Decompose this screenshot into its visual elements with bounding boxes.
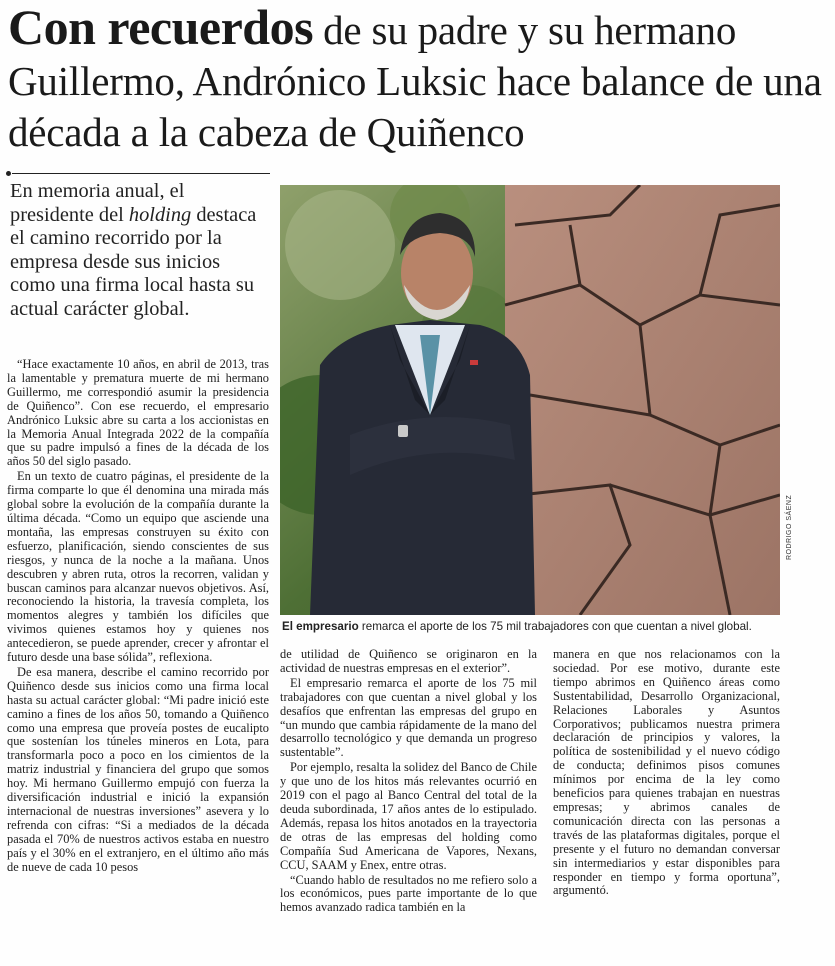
article-column-1: [7, 358, 269, 875]
paragraph: de utilidad de Quiñenco se originaron en la actividad de nuestras empresas en el exterior”.: [280, 647, 537, 675]
headline: [8, 2, 830, 158]
photo-credit: RODRIGO SÁENZ: [786, 494, 793, 560]
summary-text-1: En memoria anual, el presidente del: [10, 180, 185, 226]
caption-text: remarca el aporte de los 75 mil trabajadores con que cuentan a nivel global.: [358, 620, 752, 633]
paragraph: De esa manera, describe el camino recorrido por Quiñenco desde sus inicios como una firma local hasta su actual carácter global: “Mi padre inició este camino a fines de los años 50, tomando a Quiñenco como una empresa que proveía postes de eucalipto que sostenían los túneles mineros en Lota, para transformarla poco a poco en los cimientos de la matriz industrial y financiera del grupo que somos hoy. Mi hermano Guillermo empujó con fuerza la diversificación industrial e inició la expansión internacional de nuestras inversiones” asevera y lo refrenda con cifras: “Si a mediados de la década pasada el 70% de nuestros activos estaba en nuestro país y el 30% en el extranjero, en el último año más de nueve de cada 10 pesos: [7, 664, 269, 874]
portrait-illustration: [280, 185, 780, 615]
headline-rest: de su padre y su hermano Guillermo, Andrónico Luksic hace balance de una década a la cabeza de Quiñenco: [8, 7, 822, 155]
paragraph: “Cuando hablo de resultados no me refiero solo a los económicos, pues parte importante de lo que hemos avanzado radica también en la: [280, 872, 537, 915]
summary-deck: [10, 180, 270, 321]
photo-caption: [282, 620, 782, 634]
paragraph: En un texto de cuatro páginas, el presidente de la firma comparte lo que él denomina una mirada más global sobre la evolución de la compañía durante la última década. “Como un equipo que asciende una montaña, las empresas construyen su éxito con esfuerzo, planificación, siendo conscientes de sus riesgos, y nunca de la noche a la mañana. Unos descubren y abren ruta, otros la recorren, validan y buscan caminos para alcanzar nuevos objetivos. Así, reconociendo la historia, la travesía completa, los momentos alegres y también los difíciles que vivimos quienes estamos hoy y quienes nos antecedieron, se puede aprender, crecer y afrontar el futuro desde una base sólida”, reflexiona.: [7, 469, 269, 665]
paragraph: manera en que nos relacionamos con la sociedad. Por ese motivo, durante este tiempo abrimos en Quiñenco áreas como Sustentabilidad, Desarrollo Organizacional, Relaciones Laborales y Asuntos Corporativos; publicamos nuestra primera declaración de principios y valores, la política de sostenibilidad y el nuevo código de conducta; definimos pisos comunes mínimos por encima de la ley como beneficios para quienes trabajan en nuestras empresas; y abrimos canales de comunicación directa con las personas a través de las plataformas digitales, porque el presente y el futuro no demandan conversar sin intermediarios y estar disponibles para responder en tiempo y forma oportuna”, argumentó.: [553, 647, 780, 898]
article-column-3: [553, 648, 780, 898]
paragraph: El empresario remarca el aporte de los 75 mil trabajadores con que cuentan a nivel global y los desafíos que enfrentan las empresas del grupo en “un mundo que cambia rápidamente de la mano del desarrollo tecnológico y que demanda un progreso sustentable”.: [280, 675, 537, 760]
headline-lead: Con recuerdos: [8, 0, 314, 55]
summary-italic: holding: [128, 203, 192, 226]
paragraph: “Hace exactamente 10 años, en abril de 2013, tras la lamentable y prematura muerte de mi hermano Guillermo, me correspondió asumir la presidencia de Quiñenco”. Con ese recuerdo, el empresario Andrónico Luksic abre su carta a los accionistas en la Memoria Anual Integrada 2022 de la compañía que su padre impulsó a fines de la década de los años 50 del siglo pasado.: [7, 357, 269, 469]
caption-lead: El empresario: [282, 620, 359, 633]
paragraph: Por ejemplo, resalta la solidez del Banco de Chile y que uno de los hitos más relevantes ocurrió en 2019 con el pago al Banco Central del total de la deuda subordinada, 17 años antes de lo estipulado. Además, repasa los hitos anotados en la trayectoria de otras de las empresas del holding como Compañía Sud Americana de Vapores, Nexans, CCU, SAAM y Enex, entre otras.: [280, 760, 537, 872]
summary-rule: [12, 173, 270, 174]
portrait-photo: [280, 185, 780, 615]
summary-bullet: [6, 171, 11, 176]
article-column-2: [280, 648, 537, 915]
summary-text-2: destaca el camino recorrido por la empresa desde sus inicios como una firma local hasta su actual carácter global.: [10, 203, 257, 320]
